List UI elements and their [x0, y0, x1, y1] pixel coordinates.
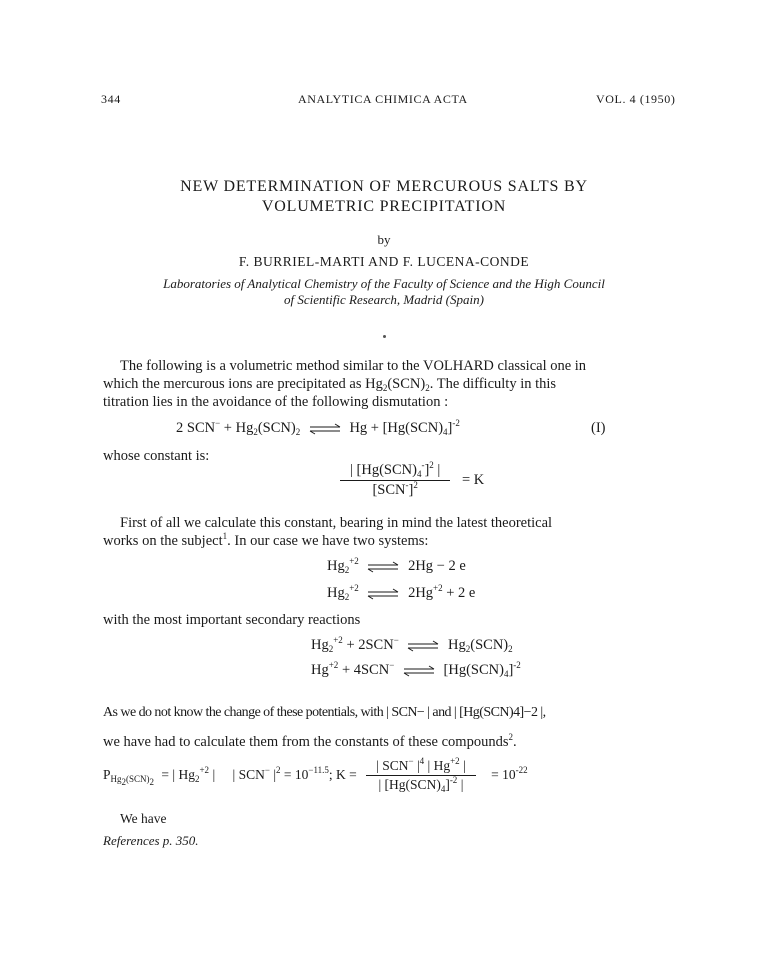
paragraph-2-line-1: First of all we calculate this constant, bearing in mind the latest theoretical: [120, 515, 553, 531]
byline: by: [377, 232, 391, 247]
paragraph-1-line-1: The following is a volumetric method similar to the VOLHARD classical one in: [120, 358, 587, 374]
equilibrium-arrows-icon: [406, 640, 440, 652]
we-have-text: We have: [120, 811, 167, 826]
solubility-equation: $P_{Hg_2(SCN)_2}$ = | $Hg_2^{+2}$ | | SCN− $|^2 = 10^{-11.5}$; K = $\frac{| SCN^- |^4 | Hg^{+2} |}{| [Hg(SCN)_4]^{-2} |}$ = $10^{-22}$: [103, 756, 528, 794]
whose-constant-text: whose constant is:: [103, 448, 210, 464]
article-title-line-1: NEW DETERMINATION OF MERCUROUS SALTS BY: [180, 178, 588, 195]
secondary-reaction-1: $Hg_2^{+2} + 2SCN^-$ $Hg_2(SCN)_2$: [311, 635, 513, 654]
volume-info: VOL. 4 (1950): [596, 92, 676, 106]
system-2: $Hg_2^{+2}$ $2Hg^{+2} + 2$ e: [327, 583, 476, 602]
equilibrium-arrows-icon: [366, 588, 400, 600]
journal-name: ANALYTICA CHIMICA ACTA: [298, 92, 468, 106]
separator-dot: [383, 335, 386, 338]
affiliation-line-1: Laboratories of Analytical Chemistry of the Faculty of Science and the High Council: [163, 276, 605, 291]
secondary-reactions-text: with the most important secondary reactions: [103, 612, 361, 628]
equilibrium-arrows-icon: [402, 665, 436, 677]
system-1: $Hg_2^{+2}$ 2Hg − 2 e: [327, 556, 466, 575]
constant-k-formula: $\frac{| [Hg(SCN)_4^-]^2 |}{[SCN^-]^2}$ = K: [340, 462, 484, 499]
equilibrium-arrows-icon: [308, 423, 342, 435]
paragraph-2-line-2: works on the subject$^1$. In our case we have two systems:: [103, 531, 429, 549]
equilibrium-arrows-icon: [366, 561, 400, 573]
paragraph-3-line-1: As we do not know the change of these potentials, with | SCN− | and | [Hg(SCN)4]−2 |,: [103, 705, 546, 720]
secondary-reaction-2: $Hg^{+2} + 4SCN^-$ $[Hg(SCN)_4]^{-2}$: [311, 660, 521, 679]
equation-dismutation: 2 $SCN^- + Hg_2(SCN)_2$ $Hg + [Hg(SCN)_4]^{-2}$: [176, 418, 460, 437]
references-note: References p. 350.: [103, 833, 199, 848]
authors: F. BURRIEL-MARTI AND F. LUCENA-CONDE: [238, 254, 530, 269]
paragraph-1-line-3: titration lies in the avoidance of the following dismutation :: [103, 394, 449, 410]
affiliation-line-2: of Scientific Research, Madrid (Spain): [284, 292, 484, 307]
article-title-line-2: VOLUMETRIC PRECIPITATION: [261, 198, 507, 215]
page-number: 344: [101, 92, 121, 106]
equation-label: (I): [591, 420, 606, 436]
paragraph-3-line-2: we have had to calculate them from the constants of these compounds$^2$.: [103, 732, 517, 750]
paragraph-1-line-2: which the mercurous ions are precipitated as $Hg_2(SCN)_2$. The difficulty in this: [103, 376, 557, 393]
